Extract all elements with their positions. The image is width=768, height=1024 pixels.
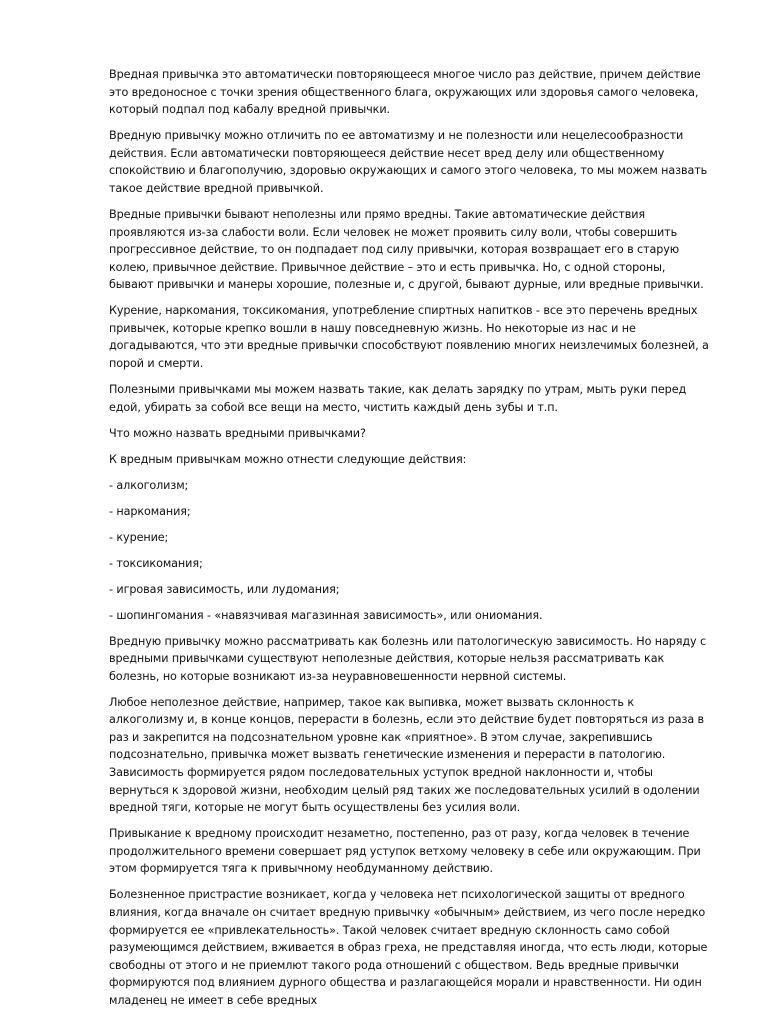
- paragraph-useful-habits: Полезными привычками мы можем назвать такие, как делать зарядку по утрам, мыть руки перед едой, убирать за собой все вещи на место, чистить каждый день зубы и т.п.: [109, 383, 687, 414]
- list-item-gambling: - игровая зависимость, или лудомания;: [109, 582, 340, 596]
- list-item-shopping: - шопингомания - «навязчивая магазинная зависимость», или ониомания.: [109, 608, 543, 622]
- list-item-drug-addiction: - наркомания;: [109, 504, 191, 518]
- paragraph-definition: Вредная привычка это автоматически повторяющееся многое число раз действие, причем действие это вредоносное с точки зрения общественного блага, окружающих или здоровья самого человека, который подпал под кабалу вредной привычки.: [109, 68, 701, 117]
- paragraph-disease: Вредную привычку можно рассматривать как болезнь или патологическую зависимость. Но наряду с вредными привычками существуют неполезные действия, которые нельзя рассматривать как болезнь, но которые возникают из-за неуравновешенности нервной системы.: [109, 634, 707, 683]
- paragraph-habituation: Привыкание к вредному происходит незаметно, постепенно, раз от разу, когда человек в течение продолжительного времени совершает ряд уступок ветхому человеку в себе или окружающим. При этом формируется тяга к привычному необдуманному действию.: [109, 827, 701, 876]
- list-item-smoking: - курение;: [109, 530, 169, 544]
- paragraph-question: Что можно назвать вредными привычками?: [109, 426, 366, 440]
- document-page: [109, 66, 709, 1018]
- paragraph-example: Любое неполезное действие, например, такое как выпивка, может вызвать склонность к алкоголизму и, в конце концов, перерасти в болезнь, если это действие будет повторяться из раза в раз и закрепится на подсознательном уровне как «приятное». В этом случае, закрепившись подсознательно, привычка может вызвать генетические изменения и перерасти в патологию. Зависимость формируется рядом последовательных уступок вредной наклонности и, чтобы вернуться к здоровой жизни, необходим целый ряд таких же последовательных усилий в одолении вредной тяги, которые не могут быть осуществлены без усилия воли.: [109, 695, 705, 815]
- paragraph-list-intro: К вредным привычкам можно отнести следующие действия:: [109, 452, 467, 466]
- paragraph-distinguish: Вредную привычку можно отличить по ее автоматизму и не полезности или нецелесообразности действия. Если автоматически повторяющееся действие несет вред делу или общественному спокойствию и благополучию, здоровью окружающих и самого этого человека, то мы можем назвать такое действие вредной привычкой.: [109, 129, 708, 195]
- paragraph-list-of-habits: Курение, наркомания, токсикомания, употребление спиртных напитков - все это перечень вредных привычек, которые крепко вошли в нашу повседневную жизнь. Но некоторые из нас и не догадываются, что эти вредные привычки способствуют появлению многих неизлечимых болезней, а порой и смерти.: [109, 304, 709, 371]
- paragraph-willpower: Вредные привычки бывают неполезны или прямо вредны. Такие автоматические действия проявляются из-за слабости воли. Если человек не может проявить силу воли, чтобы совершить прогрессивное действие, то он подпадает под силу привычки, которая возвращает его в старую колею, привычное действие. Привычное действие – это и есть привычка. Но, с одной стороны, бывают привычки и манеры хорошие, полезные и, с другой, бывают дурные, или вредные привычки.: [109, 207, 704, 292]
- list-item-alcoholism: - алкоголизм;: [109, 478, 189, 492]
- paragraph-addiction: Болезненное пристрастие возникает, когда у человека нет психологической защиты от вредного влияния, когда вначале он считает вредную привычку «обычным» действием, из чего после нередко формируется ее «привлекательность». Такой человек считает вредную склонность само собой разумеющимся действием, вживается в образ греха, не представляя иногда, что есть люди, которые свободны от этого и не приемлют такого рода отношений с обществом. Ведь вредные привычки формируются под влиянием дурного общества и разлагающейся морали и нравственности. Ни один младенец не имеет в себе вредных: [109, 888, 708, 1007]
- list-item-substance-abuse: - токсикомания;: [109, 556, 203, 570]
